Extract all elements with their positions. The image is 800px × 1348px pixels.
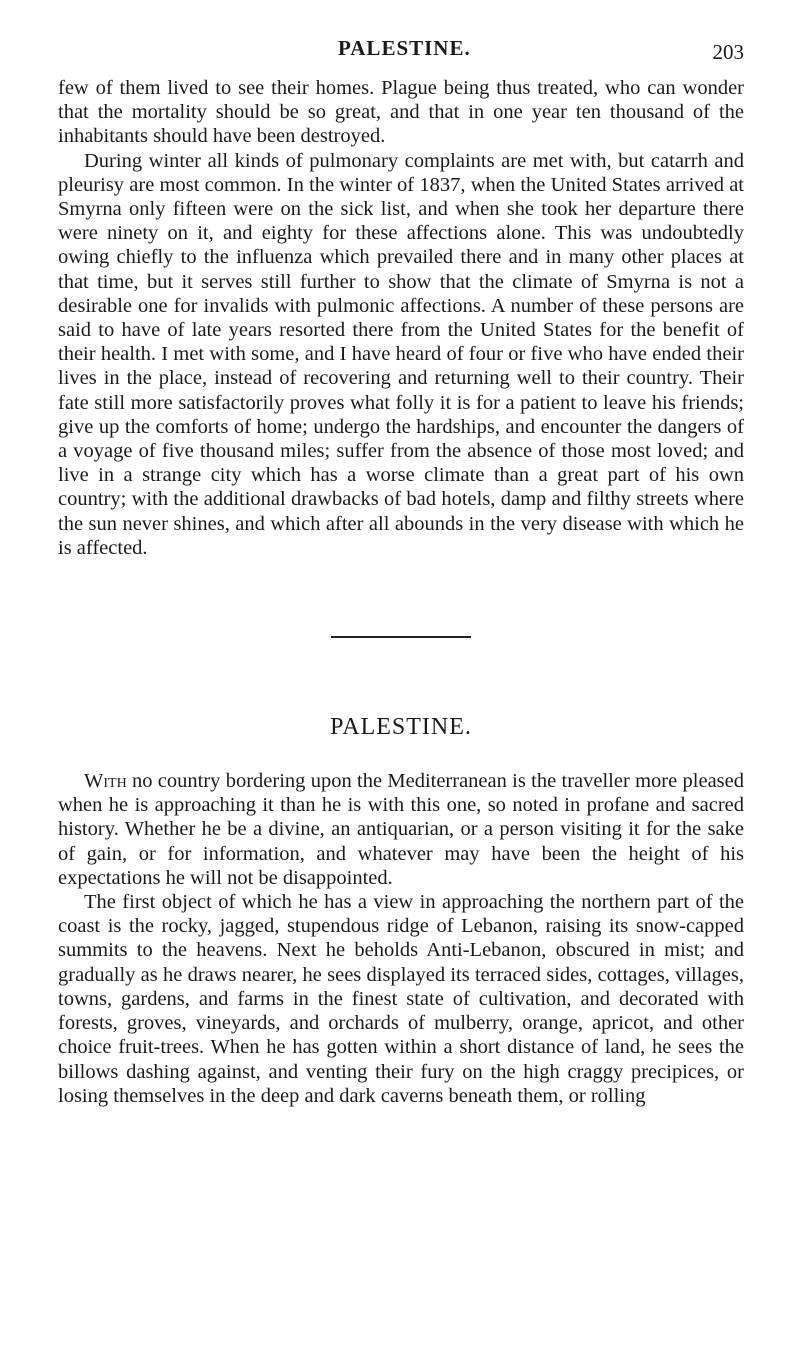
section-title: PALESTINE. [330,714,472,741]
paragraph-palestine-intro-text: no country bordering upon the Mediterranean is the traveller more pleased when he is approaching it than he is with this one, so noted in profane and sacred history. Whether he be a divine, an antiquarian, or a person visiting it for the sake of gain, or for information, and whatever may have been the height of his expectations he will not be disappointed. [58,770,744,889]
paragraph-palestine-intro [58,769,744,890]
paragraph-continued: few of them lived to see their homes. Plague being thus treated, who can wonder that the mortality should be so great, and that in one year ten thousand of the inhabitants should have been destroyed. [58,77,744,148]
section-divider [331,636,471,638]
drop-word: With [84,770,127,793]
page-number: 203 [712,40,744,64]
running-header [58,36,744,76]
paragraph-lebanon: The first object of which he has a view in approaching the northern part of the coast is the rocky, jagged, stupendous ridge of Lebanon, raising its snow-capped summits to the heavens. Next he beholds Anti-Lebanon, obscured in mist; and gradually as he draws nearer, he sees displayed its terraced sides, cottages, villages, towns, gardens, and farms in the finest state of cultivation, and decorated with forests, groves, vineyards, and orchards of mulberry, orange, apricot, and other choice fruit-trees. When he has gotten within a short distance of land, he sees the billows dashing against, and venting their fury on the high craggy precipices, or losing themselves in the deep and dark caverns beneath them, or rolling [58,891,744,1107]
paragraph-pulmonary: During winter all kinds of pulmonary complaints are met with, but catarrh and pleurisy are most common. In the winter of 1837, when the United States arrived at Smyrna only fifteen were on the sick list, and when she took her departure there were ninety on it, and eighty for these affections alone. This was undoubtedly owing chiefly to the influenza which prevailed there and in many other places at that time, but it serves still further to show that the climate of Smyrna is not a desirable one for invalids with pulmonic affections. A number of these persons are said to have of late years resorted there from the United States for the benefit of their health. I met with some, and I have heard of four or five who have ended their lives in the place, instead of recovering and returning well to their country. Their fate still more satisfactorily proves what folly it is for a patient to leave his friends; give up the comforts of home; undergo the hardships, and encounter the dangers of a voyage of five thousand miles; suffer from the absence of those most loved; and live in a strange city which has a worse climate than a great part of his own country; with the additional drawbacks of bad hotels, damp and filthy streets where the sun never shines, and which after all abounds in the very disease with which he is affected. [58,149,744,559]
running-title: PALESTINE. [338,36,471,60]
